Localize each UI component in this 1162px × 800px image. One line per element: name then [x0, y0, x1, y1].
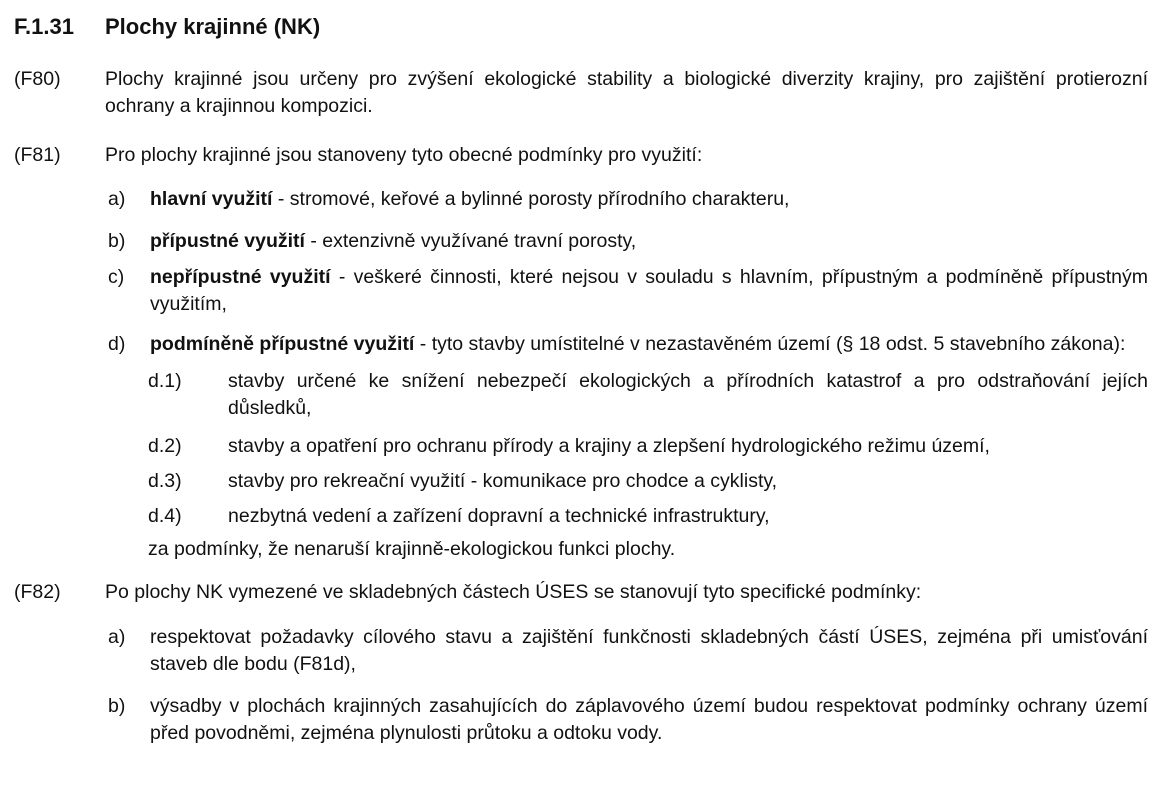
paragraph-label: (F82)	[14, 581, 61, 603]
heading-title: Plochy krajinné (NK)	[105, 14, 321, 39]
paragraph-label: (F80)	[14, 68, 61, 90]
item-term: hlavní využití	[150, 188, 273, 210]
item-label: a)	[108, 626, 126, 648]
item-text: respektovat požadavky cílového stavu a zajištění funkčnosti skladebných částí ÚSES, zejména při umisťování staveb dle bodu (F81d),	[150, 626, 1148, 675]
item-label: c)	[108, 266, 125, 288]
subitem-text: stavby pro rekreační využití - komunikace pro chodce a cyklisty,	[228, 470, 778, 492]
paragraph-intro: Po plochy NK vymezené ve skladebných částech ÚSES se stanovují tyto specifické podmínky:	[105, 581, 922, 603]
list-item-b	[108, 693, 1148, 747]
item-text: výsadby v plochách krajinných zasahujících do záplavového území budou respektovat podmínky ochrany území před povodněmi, zejména plynulosti průtoku a odtoku vody.	[150, 695, 1148, 744]
item-label: d)	[108, 333, 126, 355]
sublist-item-d3	[148, 468, 1148, 495]
item-label: a)	[108, 188, 126, 210]
paragraph-body	[105, 579, 1148, 747]
heading-number: F.1.31	[14, 14, 74, 39]
item-label: b)	[108, 695, 126, 717]
paragraph-f82	[14, 579, 1148, 747]
item-label: b)	[108, 230, 126, 252]
closing-text: za podmínky, že nenaruší krajinně-ekologickou funkci plochy.	[148, 538, 676, 560]
item-term: přípustné využití	[150, 230, 305, 252]
subitem-text: nezbytná vedení a zařízení dopravní a technické infrastruktury,	[228, 505, 770, 527]
item-text	[150, 264, 1148, 318]
subitem-label: d.1)	[148, 370, 182, 392]
paragraph-text: Plochy krajinné jsou určeny pro zvýšení ekologické stability a biologické diverzity krajiny, pro zajištění protierozní ochrany a krajinnou kompozici.	[105, 68, 1148, 117]
list-item-a	[108, 186, 1148, 213]
subitem-label: d.4)	[148, 505, 182, 527]
list-item-d	[108, 331, 1148, 358]
item-rest: - tyto stavby umístitelné v nezastavěném území (§ 18 odst. 5 stavebního zákona):	[414, 333, 1126, 355]
list-item-a	[108, 624, 1148, 678]
sublist-item-d2	[148, 433, 1148, 460]
subitem-label: d.3)	[148, 470, 182, 492]
item-term: podmíněně přípustné využití	[150, 333, 415, 355]
subitem-text: stavby určené ke snížení nebezpečí ekologických a přírodních katastrof a pro odstraňování jejích důsledků,	[228, 370, 1148, 419]
paragraph-label: (F81)	[14, 144, 61, 166]
item-text	[150, 228, 1148, 255]
list-item-c	[108, 264, 1148, 318]
item-rest: - extenzivně využívané travní porosty,	[304, 230, 637, 252]
sublist-item-d1	[148, 368, 1148, 422]
item-rest: - veškeré činnosti, které nejsou v souladu s hlavním, přípustným a podmíněně přípustným využitím,	[150, 266, 1148, 315]
paragraph-body	[105, 142, 1148, 579]
list-item-b	[108, 228, 1148, 255]
item-rest: - stromové, keřové a bylinné porosty přírodního charakteru,	[272, 188, 790, 210]
section-heading	[14, 12, 1148, 42]
paragraph-f81	[14, 142, 1148, 579]
item-text	[150, 331, 1148, 358]
item-text	[150, 186, 1148, 213]
sublist-item-d4	[148, 503, 1148, 530]
paragraph-f80	[14, 66, 1148, 120]
subitem-text: stavby a opatření pro ochranu přírody a krajiny a zlepšení hydrologického režimu území,	[228, 435, 990, 457]
subitem-label: d.2)	[148, 435, 182, 457]
paragraph-intro: Pro plochy krajinné jsou stanoveny tyto obecné podmínky pro využití:	[105, 144, 703, 166]
item-term: nepřípustné využití	[150, 266, 331, 288]
